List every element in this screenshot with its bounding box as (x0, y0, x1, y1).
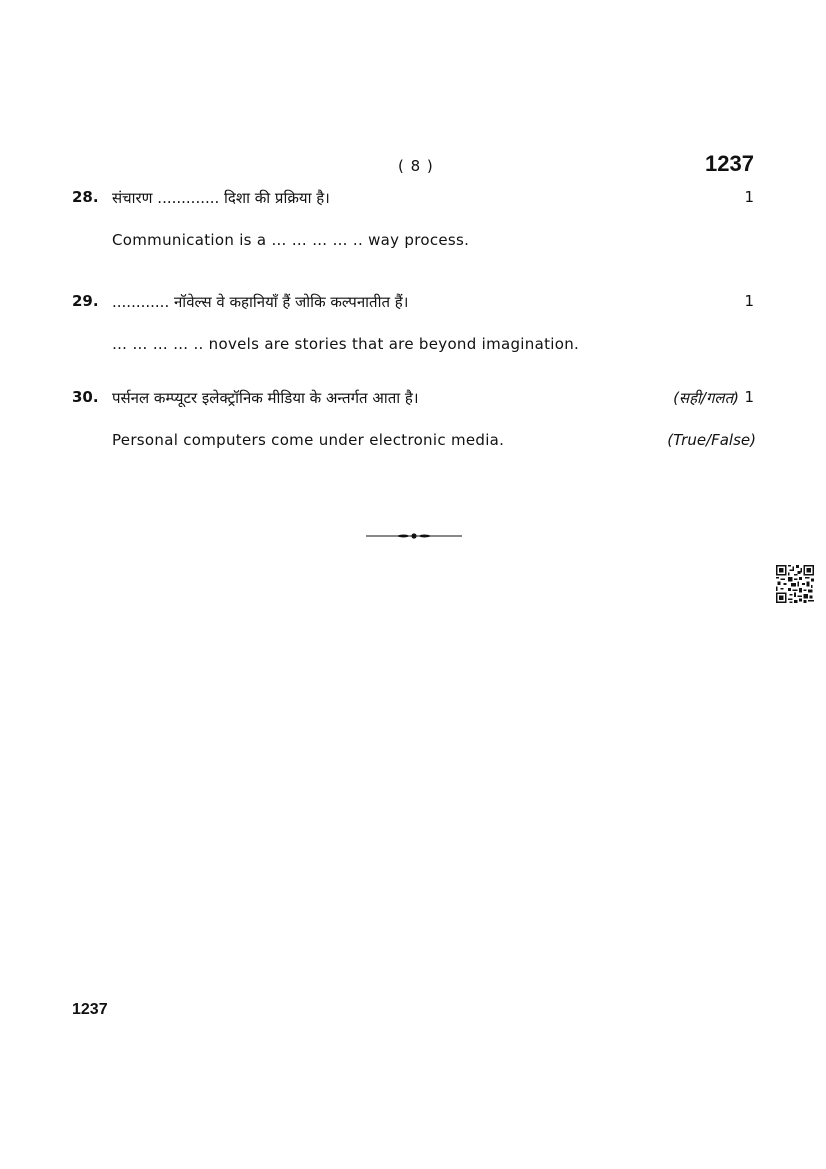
question-28-hindi: संचारण ............. दिशा की प्रक्रिया है। (112, 189, 330, 207)
qr-code-image (776, 565, 814, 603)
question-30-hindi: पर्सनल कम्प्यूटर इलेक्ट्रॉनिक मीडिया के अन्तर्गत आता है। (112, 389, 419, 407)
question-28-english: Communication is a … … … … .. way process. (112, 231, 470, 249)
question-28-number: 28. (72, 188, 99, 206)
question-30-english: Personal computers come under electronic media. (112, 431, 505, 449)
paper-code-footer: 1237 (72, 1001, 108, 1018)
page-number: ( 8 ) (398, 157, 434, 175)
question-30-number: 30. (72, 388, 99, 406)
question-30-option-hindi: (सही/गलत) (673, 389, 739, 407)
question-28-marks: 1 (744, 188, 754, 206)
question-29-english: … … … … .. novels are stories that are beyond imagination. (112, 335, 580, 353)
question-30-option-english: (True/False) (667, 431, 756, 449)
paper-code-header: 1237 (705, 151, 754, 176)
question-29-number: 29. (72, 292, 99, 310)
question-29-hindi: ............ नॉवेल्स वे कहानियाँ हैं जोकि कल्पनातीत हैं। (112, 293, 409, 311)
question-30-marks: 1 (744, 388, 754, 406)
end-ornament (366, 529, 462, 543)
question-29-marks: 1 (744, 292, 754, 310)
